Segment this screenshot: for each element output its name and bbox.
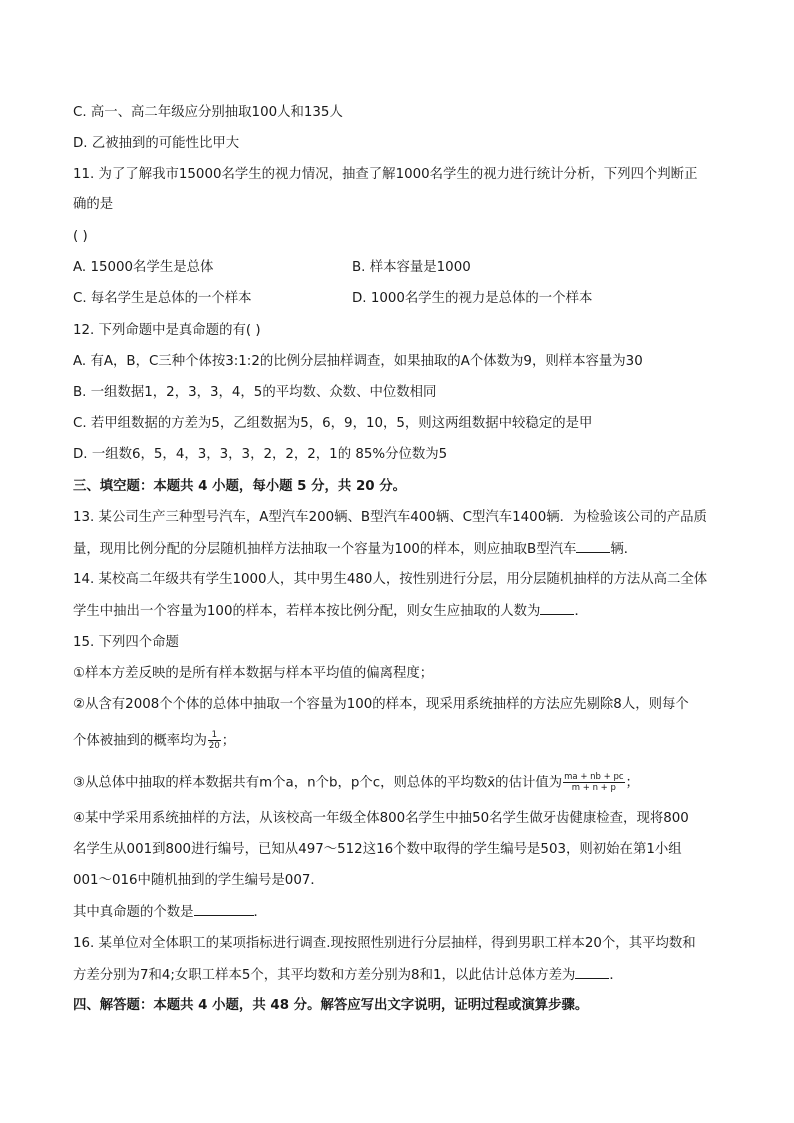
- option-12a: A. 有A，B，C三种个体按3:1:2的比例分层抽样调查，如果抽取的A个体数为9，则样本容量为30: [73, 354, 643, 369]
- option-11b: B. 样本容量是1000: [352, 260, 471, 275]
- section-4-heading: 四、解答题：本题共 4 小题，共 48 分。解答应写出文字说明，证明过程或演算步骤。: [73, 998, 589, 1013]
- question-14-tail: ．: [574, 604, 588, 619]
- question-11-stem-cont: 确的是: [73, 197, 114, 212]
- proposition-3-tail: ；: [625, 775, 639, 791]
- question-15-tail: ．: [253, 905, 267, 920]
- question-11-stem: 11. 为了了解我市15000名学生的视力情况，抽查了解1000名学生的视力进行统计分析，下列四个判断正: [73, 167, 698, 182]
- question-11-bracket: ( ): [73, 229, 88, 244]
- fraction-denominator: 20: [208, 741, 220, 751]
- option-12b: B. 一组数据1，2，3，3，4，5的平均数、众数、中位数相同: [73, 385, 437, 400]
- option-11d: D. 1000名学生的视力是总体的一个样本: [352, 291, 593, 306]
- question-14-text: 学生中抽出一个容量为100的样本，若样本按比例分配，则女生应抽取的人数为: [73, 604, 541, 619]
- section-3-heading: 三、填空题：本题共 4 小题，每小题 5 分，共 20 分。: [73, 479, 407, 494]
- option-12c: C. 若甲组数据的方差为5，乙组数据为5，6，9，10，5，则这两组数据中较稳定的是甲: [73, 416, 593, 431]
- fraction-1-20: [208, 730, 221, 751]
- option-10d: D. 乙被抽到的可能性比甲大: [73, 136, 240, 151]
- question-13-stem: 13. 某公司生产三种型号汽车，A型汽车200辆、B型汽车400辆、C型汽车1400辆．为检验该公司的产品质: [73, 510, 707, 525]
- option-11a: A. 15000名学生是总体: [73, 260, 214, 275]
- question-16-stem: 16. 某单位对全体职工的某项指标进行调查.现按照性别进行分层抽样，得到男职工样本20个，其平均数和: [73, 936, 696, 951]
- question-16-stem-cont: [73, 966, 623, 985]
- answer-blank-16[interactable]: [575, 966, 609, 979]
- answer-blank-15[interactable]: [194, 903, 254, 916]
- option-11c: C. 每名学生是总体的一个样本: [73, 291, 252, 306]
- answer-blank-13[interactable]: [576, 540, 610, 553]
- proposition-3-text: ③从总体中抽取的样本数据共有m个a，n个b，p个c，则总体的平均数x̄的估计值为: [73, 775, 563, 791]
- fraction-numerator: 1: [208, 730, 221, 741]
- question-15-text: 其中真命题的个数是: [73, 905, 194, 920]
- question-16-tail: ．: [609, 968, 623, 983]
- proposition-4: ④某中学采用系统抽样的方法，从该校高一年级全体800名学生中抽50名学生做牙齿健康检查，现将800: [73, 811, 689, 826]
- proposition-1: ①样本方差反映的是所有样本数据与样本平均值的偏离程度；: [73, 666, 434, 681]
- question-14-stem-cont: [73, 602, 588, 621]
- proposition-2: ②从含有2008个个体的总体中抽取一个容量为100的样本，现采用系统抽样的方法应先剔除8人，则每个: [73, 697, 689, 712]
- question-13-stem-cont: [73, 540, 637, 559]
- fraction-numerator: ma + nb + pc: [564, 772, 624, 782]
- proposition-2-cont: [73, 730, 235, 751]
- fraction-denominator: m + n + p: [571, 783, 616, 793]
- proposition-3: [73, 772, 639, 793]
- question-16-text: 方差分别为7和4;女职工样本5个，其平均数和方差分别为8和1，以此估计总体方差为: [73, 968, 576, 983]
- proposition-4-cont: 名学生从001到800进行编号，已知从497～512这16个数中取得的学生编号是503，则初始在第1小组: [73, 842, 682, 857]
- option-10c: C. 高一、高二年级应分别抽取100人和135人: [73, 105, 343, 120]
- proposition-2-tail: ；: [221, 733, 236, 749]
- question-12-stem: 12. 下列命题中是真命题的有( ): [73, 323, 261, 338]
- question-13-tail: 辆．: [610, 542, 638, 557]
- question-13-text: 量，现用比例分配的分层随机抽样方法抽取一个容量为100的样本，则应抽取B型汽车: [73, 542, 577, 557]
- proposition-4-cont-2: 001～016中随机抽到的学生编号是007．: [73, 873, 324, 888]
- answer-blank-14[interactable]: [540, 602, 574, 615]
- question-14-stem: 14. 某校高二年级共有学生1000人，其中男生480人，按性别进行分层，用分层随机抽样的方法从高二全体: [73, 572, 708, 587]
- option-12d: D. 一组数6，5，4，3，3，3，2，2，2，1的 85%分位数为5: [73, 447, 448, 462]
- proposition-2-text: 个体被抽到的概率均为: [73, 733, 207, 749]
- question-15-prompt: [73, 903, 267, 922]
- question-15-stem: 15. 下列四个命题: [73, 635, 179, 650]
- fraction-mean-estimate: [563, 772, 624, 793]
